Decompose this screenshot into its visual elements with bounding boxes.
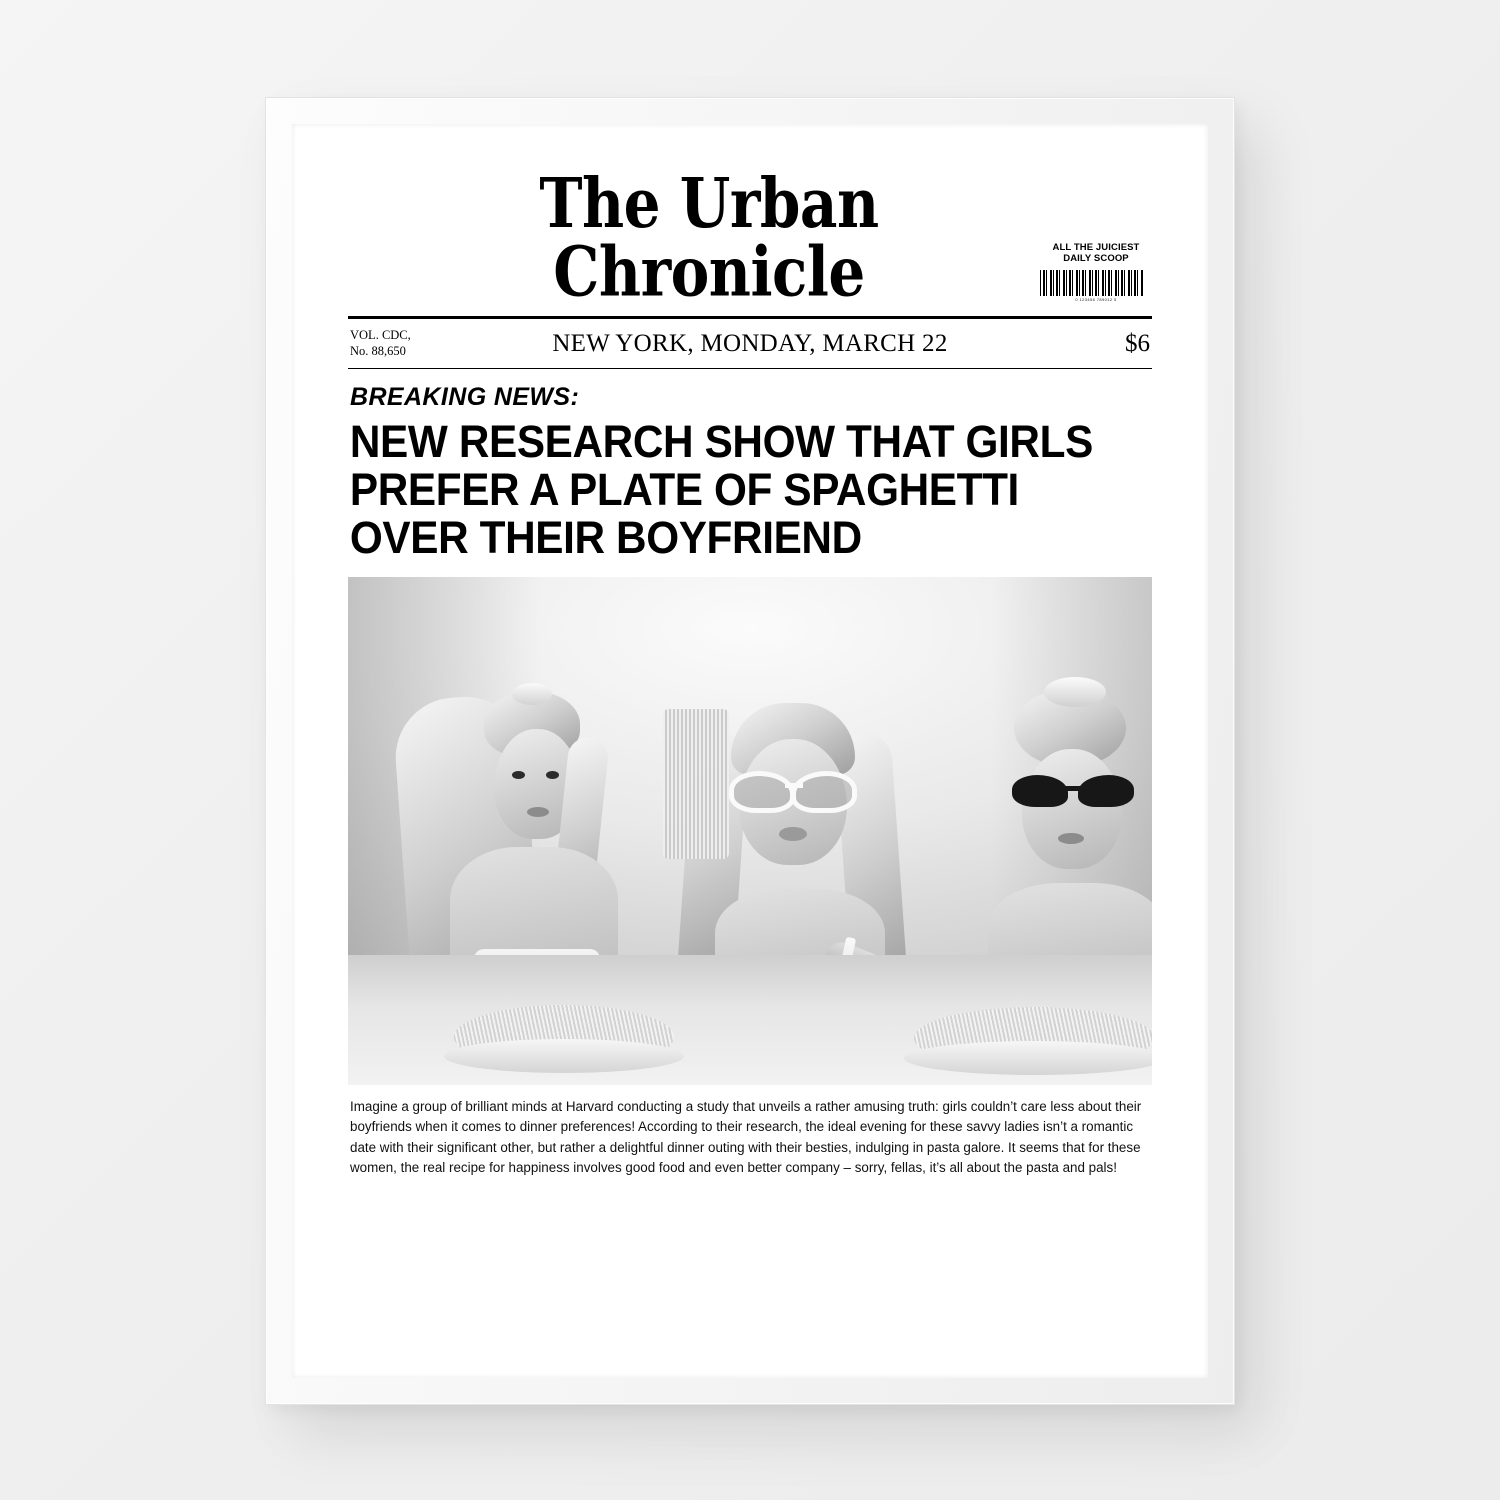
newspaper-title: The Urban Chronicle — [539, 163, 879, 312]
volume-line-2: No. 88,650 — [350, 343, 406, 358]
tagline-line-1: ALL THE JUICIEST — [1052, 242, 1140, 254]
picture-frame — [265, 97, 1235, 1405]
headline: NEW RESEARCH SHOW THAT GIRLS PREFER A PLATE OF SPAGHETTI OVER THEIR BOYFRIEND — [349, 416, 1093, 563]
doll-center-glasses-icon — [729, 771, 857, 805]
volume-info — [350, 328, 500, 359]
article-caption: Imagine a group of brilliant minds at Harvard conducting a study that unveils a rather amusing truth: girls couldn’t care less about their boyfriends when it comes to dinner preferences! According to their research, the ideal evening for these savvy ladies isn’t a romantic date with their significant other, but rather a delightful dinner outing with their besties, indulging in pasta galore. It seems that for these women, the real recipe for happiness involves good food and even better company – sorry, fellas, it’s all about the pasta and pals! — [350, 1099, 1142, 1175]
barcode-icon — [1040, 270, 1144, 296]
newspaper-poster — [310, 146, 1190, 1362]
article-photo — [348, 577, 1152, 1085]
masthead-badge — [1040, 243, 1152, 306]
doll-center-spaghetti-strands — [663, 709, 729, 859]
doll-left-eye-right — [546, 771, 559, 779]
location-date: NEW YORK, MONDAY, MARCH 22 — [552, 329, 948, 357]
doll-center-lips — [779, 827, 807, 841]
doll-left-lips — [527, 807, 549, 817]
dateline-bar — [348, 319, 1152, 368]
frame-mat — [292, 124, 1208, 1378]
doll-right-lips — [1058, 833, 1084, 844]
doll-right-sunglasses-icon — [1012, 775, 1134, 809]
doll-left-eye-left — [512, 771, 525, 779]
barcode-number: 0 123456 789012 5 — [1075, 297, 1117, 302]
kicker-breaking-news: BREAKING NEWS: — [350, 383, 580, 412]
doll-right-face — [1022, 749, 1122, 869]
price-label: $6 — [1125, 329, 1150, 357]
volume-line-1: VOL. CDC, — [350, 328, 411, 342]
masthead — [348, 163, 1152, 316]
tagline-line-2: DAILY SCOOP — [1063, 253, 1129, 265]
